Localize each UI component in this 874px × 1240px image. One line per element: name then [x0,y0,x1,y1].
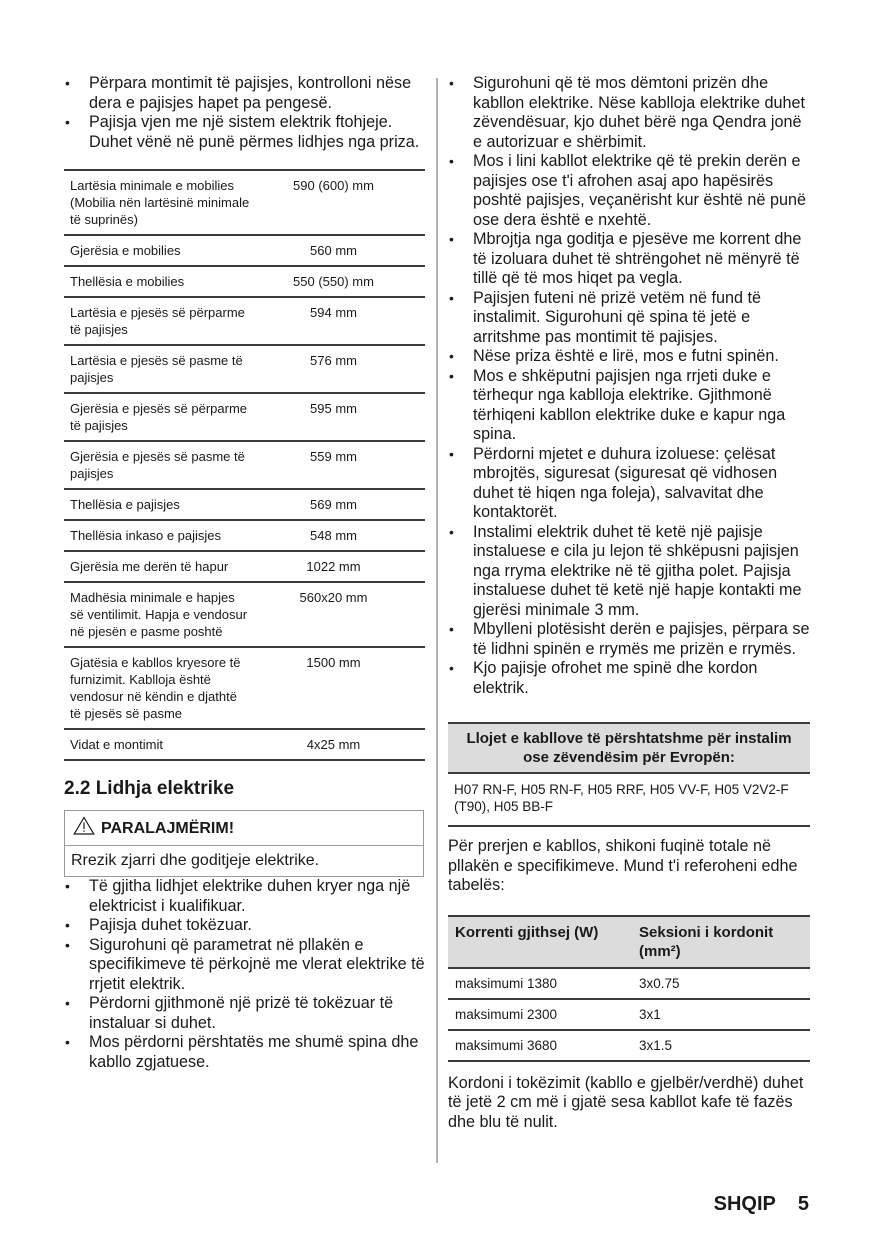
table-row [448,968,810,999]
list-item: • Mos e shkëputni pajisjen nga rrjeti duke e tërhequr nga kablloja elektrike. Gjithmonë tërhiqeni kabllon elektrike duke e kapur nga spina. [448,367,810,445]
column-divider [436,78,438,1163]
list-item: • Përpara montimit të pajisjes, kontrolloni nëse dera e pajisjes hapet pa pengesë. [64,74,425,113]
row-value: 590 (600) mm [256,170,425,235]
cable-types-table [448,722,810,827]
table-row [64,170,425,235]
list-item: • Mos i lini kabllot elektrike që të prekin derën e pajisjes ose t'i afrohen asaj apo hapësirës poshtë pajisjes, veçanërisht kur është në punë ose dera është e nxehtë. [448,152,810,230]
table-row [64,297,425,345]
table-row [448,1030,810,1061]
table-row [64,345,425,393]
row-label: Thellësia inkaso e pajisjes [64,520,256,551]
warning-title: PARALAJMËRIM! [101,819,235,837]
table-row [448,773,810,826]
list-item: • Mos përdorni përshtatës me shumë spina dhe kabllo zgjatuese. [64,1033,425,1072]
list-item: • Nëse priza është e lirë, mos e futni spinën. [448,347,810,367]
row-label: Lartësia e pjesës së pasme të pajisjes [64,345,256,393]
table-cell: 3x0.75 [632,968,810,999]
row-value: 560x20 mm [256,582,425,647]
power-cable-table [448,915,810,1062]
table-cell: maksimumi 1380 [448,968,632,999]
warning-box [64,810,424,877]
grounding-paragraph: Kordoni i tokëzimit (kabllo e gjelbër/verdhë) duhet të jetë 2 cm më i gjatë sesa kabllot kafe të fazës dhe blu të nulit. [448,1073,804,1131]
row-label: Gjerësia e pjesës së pasme të pajisjes [64,441,256,489]
row-value: 560 mm [256,235,425,266]
row-label: Gjerësia e pjesës së përparme të pajisjes [64,393,256,441]
table-cell: maksimumi 3680 [448,1030,632,1061]
list-item: • Pajisja vjen me një sistem elektrik ftohjeje. Duhet vënë në punë përmes lidhjes nga priza. [64,113,425,152]
row-value: 595 mm [256,393,425,441]
list-item: • Sigurohuni që parametrat në pllakën e specifikimeve të përkojnë me vlerat elektrike të rrjetit elektrik. [64,936,425,995]
table-row [64,235,425,266]
row-value: 1500 mm [256,647,425,729]
table-cell: 3x1.5 [632,1030,810,1061]
list-item: • Mbrojtja nga goditja e pjesëve me korrent dhe të izoluara duhet të shtrëngohet në mënyrë të tillë që të mos hiqet pa vegla. [448,230,810,289]
list-item: • Instalimi elektrik duhet të ketë një pajisje instaluese e cila ju lejon të shkëpusni pajisjen nga rryma elektrike në të gjitha polet. Pajisja instaluese duhet të ketë një hapje kontakti me gjerësi minimale 3 mm. [448,523,810,621]
warning-text: Rrezik zjarri dhe goditjeje elektrike. [71,852,320,869]
list-item: • Pajisjen futeni në prizë vetëm në fund të instalimit. Sigurohuni që spina të jetë e arritshme pas montimit të pajisjes. [448,289,810,348]
row-label: Thellësia e mobilies [64,266,256,297]
table-cell: 3x1 [632,999,810,1030]
page-number: 5 [797,1193,809,1215]
left-column [64,74,425,1072]
table-row [64,729,425,760]
table-header-row [448,916,810,968]
section-title: 2.2 Lidhja elektrike [64,778,235,799]
cross-section-paragraph: Për prerjen e kabllos, shikoni fuqinë totale në pllakën e specifikimeve. Mund t'i referoheni edhe tabelës: [448,837,798,894]
row-label: Gjatësia e kabllos kryesore të furnizimit. Kablloja është vendosur në këndin e djathtë të pjesës së pasme [64,647,256,729]
dimensions-table [64,169,425,761]
row-value: 559 mm [256,441,425,489]
row-value: 576 mm [256,345,425,393]
row-label: Vidat e montimit [64,729,256,760]
table-row [64,582,425,647]
row-label: Lartësia minimale e mobilies (Mobilia nën lartësinë minimale të suprinës) [64,170,256,235]
row-value: 548 mm [256,520,425,551]
cable-types-value: H07 RN-F, H05 RN-F, H05 RRF, H05 VV-F, H05 V2V2-F (T90), H05 BB-F [448,773,810,826]
list-item: • Kjo pajisje ofrohet me spinë dhe kordon elektrik. [448,659,810,698]
intro-bullet-list [64,74,425,152]
row-value: 1022 mm [256,551,425,582]
page-footer [714,1193,809,1216]
cable-types-header: Llojet e kabllove të përshtatshme për instalim ose zëvendësim për Evropën: [448,723,810,773]
electric-bullet-list [64,877,425,1072]
warning-header [65,811,423,846]
row-value: 550 (550) mm [256,266,425,297]
list-item: • Sigurohuni që të mos dëmtoni prizën dhe kabllon elektrike. Nëse kablloja elektrike duhet zëvendësuar, kjo duhet bërë nga Qendra jonë e autorizuar e shërbimit. [448,74,810,152]
list-item: • Pajisja duhet tokëzuar. [64,916,425,936]
row-label: Madhësia minimale e hapjes së ventilimit. Hapja e vendosur në pjesën e pasme poshtë [64,582,256,647]
right-column [448,74,810,1132]
table-row [64,647,425,729]
table-row [64,266,425,297]
row-label: Thellësia e pajisjes [64,489,256,520]
table-row [64,489,425,520]
row-value: 4x25 mm [256,729,425,760]
list-item: • Mbylleni plotësisht derën e pajisjes, përpara se të lidhni spinën e rrymës me prizën e rrymës. [448,620,810,659]
table-cell: maksimumi 2300 [448,999,632,1030]
list-item: • Të gjitha lidhjet elektrike duhen kryer nga një elektricist i kualifikuar. [64,877,425,916]
table-row [64,393,425,441]
list-item: • Përdorni mjetet e duhura izoluese: çelësat mbrojtës, siguresat (siguresat që vidhosen duhet të hiqen nga foleja), salvavitat dhe kontaktorët. [448,445,810,523]
list-item: • Përdorni gjithmonë një prizë të tokëzuar të instaluar si duhet. [64,994,425,1033]
safety-bullet-list [448,74,810,698]
column-header: Korrenti gjithsej (W) [448,916,632,968]
language-label: SHQIP [713,1193,776,1215]
warning-triangle-icon [73,816,95,841]
row-label: Gjerësia e mobilies [64,235,256,266]
table-row [64,551,425,582]
table-row [448,999,810,1030]
row-value: 594 mm [256,297,425,345]
row-value: 569 mm [256,489,425,520]
column-header: Seksioni i kordonit (mm²) [632,916,810,968]
row-label: Gjerësia me derën të hapur [64,551,256,582]
row-label: Lartësia e pjesës së përparme të pajisjes [64,297,256,345]
table-row [64,441,425,489]
table-row [64,520,425,551]
